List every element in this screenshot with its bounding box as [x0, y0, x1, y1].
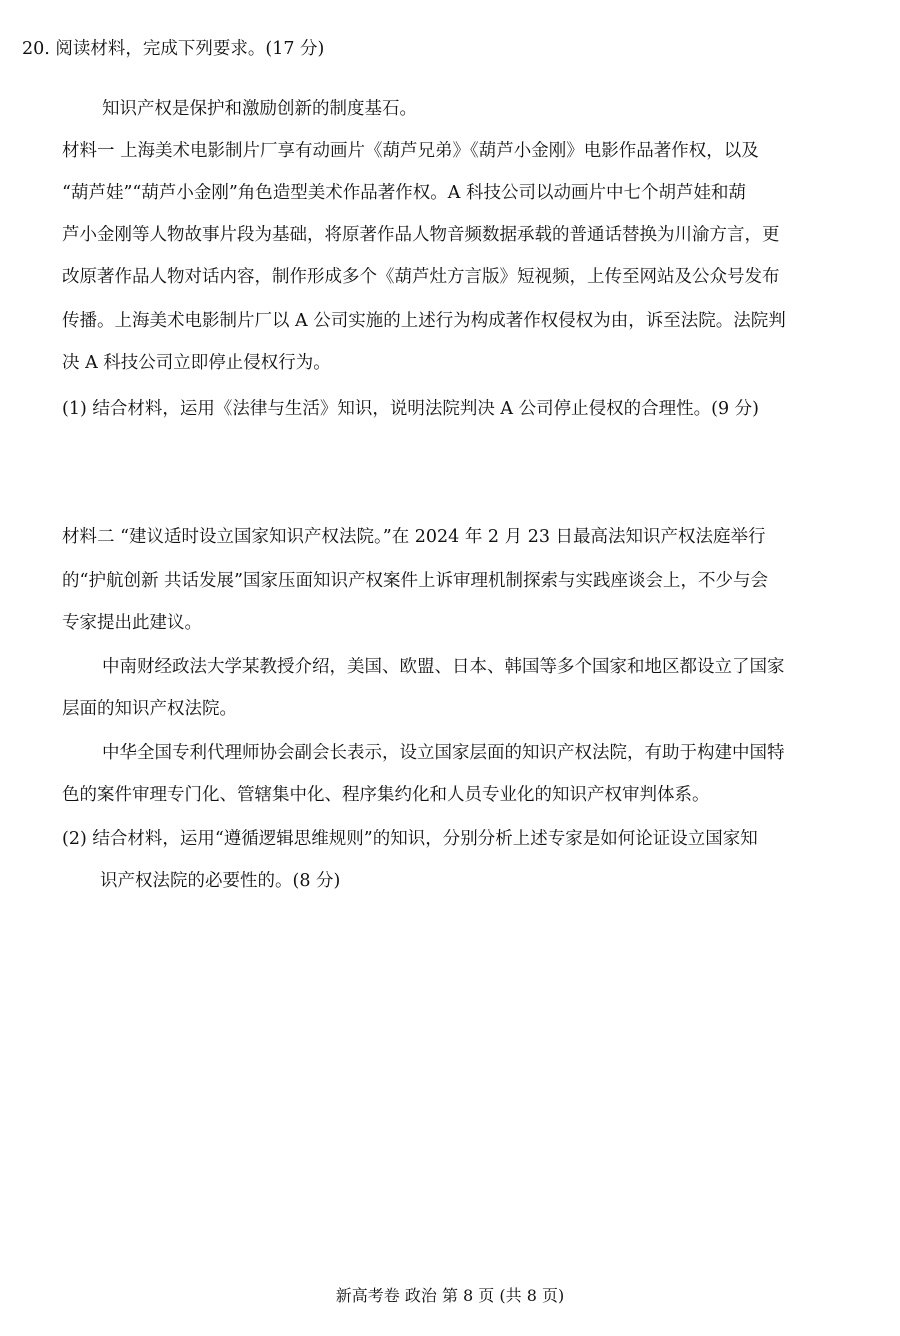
material2-paragraph2-line: 中南财经政法大学某教授介绍，美国、欧盟、日本、韩国等多个国家和地区都设立了国家: [102, 657, 785, 677]
material2-line: 的“护航创新 共话发展”国家压面知识产权案件上诉审理机制探索与实践座谈会上，不少与会: [62, 571, 768, 591]
sub-question-2-line: 识产权法院的必要性的。(8 分): [100, 871, 341, 891]
page-footer: 新高考卷 政治 第 8 页 (共 8 页): [335, 1286, 565, 1305]
material1-line: 芦小金刚等人物故事片段为基础，将原著作品人物音频数据承载的普通话替换为川渝方言，更: [62, 225, 780, 245]
sub-question-2-line: (2) 结合材料，运用“遵循逻辑思维规则”的知识，分别分析上述专家是如何论证设立国家知: [62, 829, 758, 849]
material1-line: 改原著作品人物对话内容，制作形成多个《葫芦灶方言版》短视频，上传至网站及公众号发布: [62, 267, 780, 287]
material2-line: 专家提出此建议。: [62, 613, 202, 633]
material2-paragraph2-line: 层面的知识产权法院。: [62, 699, 237, 719]
question-header: 20. 阅读材料，完成下列要求。(17 分): [22, 39, 325, 59]
sub-question-1: (1) 结合材料，运用《法律与生活》知识，说明法院判决 A 公司停止侵权的合理性。(9 分): [62, 399, 759, 419]
material1-line: 决 A 科技公司立即停止侵权行为。: [62, 353, 331, 373]
material2-line: 材料二 “建议适时设立国家知识产权法院。”在 2024 年 2 月 23 日最高法知识产权法庭举行: [62, 527, 766, 547]
intro-text: 知识产权是保护和激励创新的制度基石。: [102, 99, 417, 119]
material2-paragraph3-line: 中华全国专利代理师协会副会长表示，设立国家层面的知识产权法院，有助于构建中国特: [102, 743, 785, 763]
material1-line: 传播。上海美术电影制片厂以 A 公司实施的上述行为构成著作权侵权为由，诉至法院。法院判: [62, 311, 786, 331]
material1-line: 材料一 上海美术电影制片厂享有动画片《葫芦兄弟》《葫芦小金刚》电影作品著作权，以及: [62, 141, 759, 161]
material2-paragraph3-line: 色的案件审理专门化、管辖集中化、程序集约化和人员专业化的知识产权审判体系。: [62, 785, 710, 805]
material1-line: “葫芦娃”“葫芦小金刚”角色造型美术作品著作权。A 科技公司以动画片中七个胡芦娃和葫: [62, 183, 746, 203]
